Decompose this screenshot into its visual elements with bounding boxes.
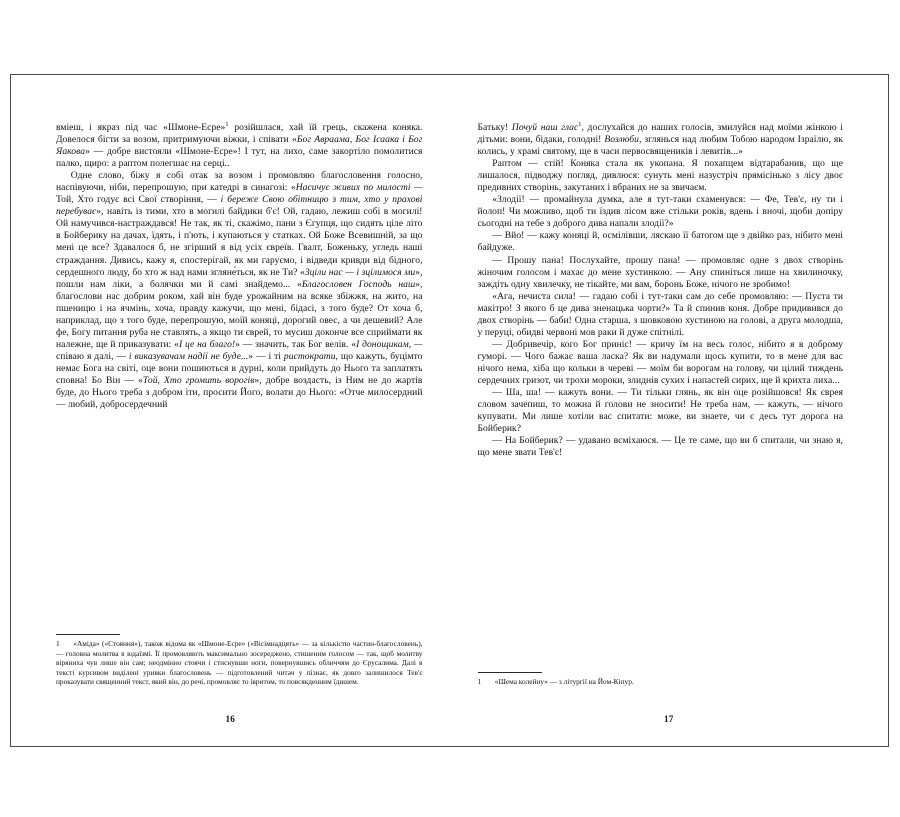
- footnote-separator-rule: [56, 634, 120, 635]
- paragraph: «Злодії! — промайнула думка, але я тут-таки схаменувся: — Фе, Тев'є, ну ти і йолоп! Чи можливо, щоб ти їздив лісом вже стільки років, вдень і вночі, щоби допіру сьогодні на тебе з доброго дива напали злодії?»: [477, 194, 843, 230]
- left-page-footnotes: [56, 634, 423, 687]
- right-page: [450, 75, 889, 746]
- paragraph: вміеш, і якраз під час «Шмоне-Есре»$^1$ розійшлася, хай їй грець, скажена коняка. Довелося бігти за возом, притримуючи віжки, і співати «Бог Авраама, Бог Ісаака і Бог Яакова» — добре вистояли «Шмоне-Есре»! І тут, на лихо, саме закортіло помолитися палко, щиро: а раптом полегшає на серці..: [56, 120, 423, 170]
- page-number-right: 17: [664, 714, 674, 724]
- footnote-separator-rule: [478, 672, 542, 673]
- left-page: [11, 75, 450, 746]
- paragraph: Батьку! Почуй наш глас$^1$, дослухайся до наших голосів, змилуйся над моїми жінкою і дітьми: вони, бідаки, голодні! Возлюби, зглянься над любим Тобою народом Ізраїлю, як колись, у храмі святому, ще в часи первосвящеників і левитів...»: [477, 120, 844, 158]
- page-number-left: 16: [225, 714, 235, 724]
- footnote-number: 1: [56, 639, 60, 649]
- footnote-marker: 1: [578, 120, 582, 128]
- footnote: [478, 677, 844, 687]
- footnote: [56, 639, 423, 687]
- footnote-marker: 1: [225, 120, 229, 128]
- footnote-number: 1: [477, 677, 482, 687]
- footnote-text: «Аміда» («Стояння»), також відома як «Шмоне-Есре» («Вісімнадцять» — за кількістю частин-благословень), — головна молитва в юдаїзмі. Її промовляють максимально зосереджено, стишеним голосом — так, щоб молитву віряниха чув лише він сам; неодмінно стоячи і стиснувши ноги, повернувшись обличчям до Єрусалима. Далі в тексті курсивом виділені уривки благословень — підготовлений читач у пізнає, як довго залишилося Тев'є проказувати священний текст, який він, до речі, промовляє то івритом, то повсякденним їдишем.: [56, 639, 423, 687]
- paragraph: Раптом — стій! Коняка стала як укопана. Я похапцем відтарабанив, що ще лишалося, підводжу погляд, дивлюся: сунуть мені назустріч прямісінько з лісу двоє предивних створінь, закутаних і вбраних не за звичаєм.: [477, 158, 843, 194]
- paragraph: — Добривечір, кого Бог приніс! — кричу їм на весь голос, нібито я в доброму гуморі. — Чого бажає ваша ласка? Як ви надумали щось купити, то в мене для вас нічого нема, хіба що кольки в череві — моїм би ворогам на голову, чи цілий тиждень сердечних гризот, чи трохи мороки, злиднів сухих і напастей сирих, ще й крихта лиха...: [477, 338, 843, 386]
- footnote-text: «Шема колейну» — з літургії на Йом-Кіпур.: [494, 677, 634, 687]
- paragraph: — Ша, ша! — кажуть вони. — Ти тільки глянь, як він оце розійшовся! Як єврея словом зачепиш, то можна й голови не зносити! Не треба нам, — кажуть, — нічого купувати. Ми лише хотіли вас спитати: може, ви знаете, чи є десь тут дорога на Бойберик?: [477, 387, 843, 435]
- right-page-text-column: [478, 122, 844, 634]
- paragraph: «Ага, нечиста сила! — гадаю собі і тут-таки сам до себе промовляю: — Пуста ти макітро! З якого б це дива зненацька чорти?» Та й спинив коня. Добре придивився до двох створінь — баби! Одна старша, з шовковою хустиною на голові, а друга молодша, у перуці, обидві червоні мов раки й дуже спітнілі.: [477, 290, 843, 338]
- book-spread: [10, 74, 889, 747]
- paragraph: — На Бойберик? — удавано всміхаюся. — Це те саме, що ви б спитали, чи знаю я, що мене звати Тев'є!: [477, 435, 843, 459]
- paragraph: — Прошу пана! Послухайте, прошу пана! — промовляє одне з двох створінь жіночим голосом і махає до мене хустинкою. — Ану спиніться лише на хвилиночку, заждіть одну хвилечку, не тікайте, ми вам, боронь Боже, нічого не зробимо!: [477, 254, 843, 290]
- paragraph: — Вйо! — кажу коняці й, осмілівши, ляскаю її батогом ще з двійко раз, нібито мені байдуже.: [477, 230, 843, 254]
- right-page-footnotes: [478, 672, 844, 687]
- paragraph: Одне слово, біжу я собі отак за возом і промовляю благословення голосно, наспівуючи, ніби, перепрошую, при катедрі в синагозі: «Насичує живих по милості — Той, Хто годує всі Свої створіння, — і береже Свою обітницю з тим, хто у прахові перебуває», навіть із тими, хто в могилі байдики б'є! Ой, гадаю, лежиш собі в могилі! Ой намучився-настраждався! Не так, як ті, скажімо, пани з Єгупця, що сидять ціле літо в Бойберику на дачах, їдять, і п'ють, і купаються у статках. Ой Боже Всевишній, за що мені це все? Здавалося б, не згірший я від усіх євреїв. Гвалт, Боженьку, угледь наші страждання. Дивись, кажу я, спостерігай, як ми гаруємо, і відведи кривди від бідного, сердешного люду, бо хто ж над нами згляне́ться, як не Ти? «Зціли нас — і зцілимося ми», пошли нам ліки, а болячки ми й самі знайдемо... «Благословен Господь наш», благослови нас добрим роком, хай він буде урожайним на всяке збіжжя, на жито, на пшеницю і на ячмінь, хоча, правду кажучи, що мені, бідасі, з того буде? От хоча б, наприклад, що з того буде, перепрошую, моїй коняці, дорогий овес, а чи дешевий? Але фе, Богу питання руба не ставлять, а якщо ти єврей, то мусиш доконче все сприймати як належне, ще й приказувати: «І це на благо!» — значить, так Бог велів. «І донощикам, — співаю я далі, — і виказувачам надії не буде...» — і ті ристократи, що кажуть, буцімто немає Бога на світі, оце вони пошиються в дурні, коли прийдуть до Нього та заплатять сповна! Бо Він — «Той, Хто громить ворогів», добре воздасть, із Ним не до жартів буде, до Нього треба з добром іти, просити Його, волати до Нього: «Отче милосердний — любий, добросердечний: [56, 170, 423, 411]
- left-page-text-column: [56, 122, 423, 634]
